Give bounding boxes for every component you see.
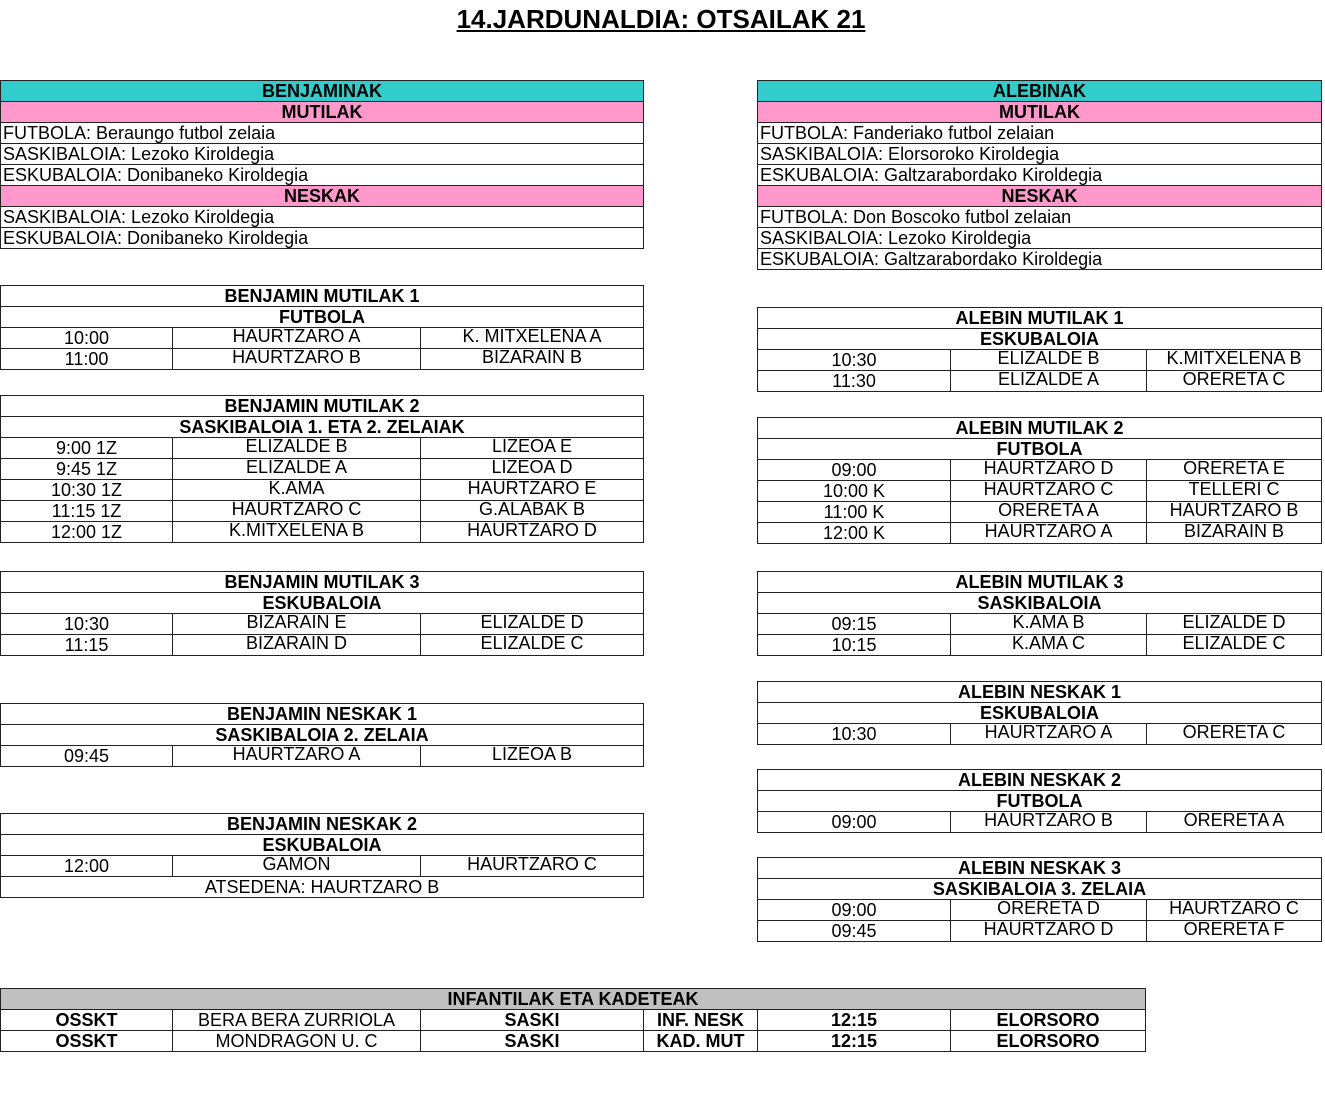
home-team: K.MITXELENA B <box>173 522 421 543</box>
home-team: HAURTZARO C <box>173 501 421 522</box>
match-time: 11:30 <box>758 371 951 392</box>
home-team: ELIZALDE A <box>173 459 421 480</box>
venue-row: FUTBOLA: Beraungo futbol zelaia <box>1 123 644 144</box>
home-team: HAURTZARO C <box>951 481 1147 502</box>
match-row <box>1 635 644 656</box>
home-team: HAURTZARO A <box>173 328 421 349</box>
match-time: 10:00 <box>1 328 173 349</box>
home-team: GAMON <box>173 856 421 877</box>
match-row <box>758 921 1322 942</box>
home-team: K.AMA C <box>951 635 1147 656</box>
away-team: G.ALABAK B <box>421 501 644 522</box>
match-row <box>1 856 644 877</box>
alebinak-neskak-label: NESKAK <box>758 186 1322 207</box>
match-time: 10:00 K <box>758 481 951 502</box>
match-row <box>1 349 644 370</box>
group-table-benjamin-neskak-2 <box>0 813 644 898</box>
match-row <box>1 328 644 349</box>
away-team: ORERETA C <box>1147 371 1322 392</box>
group-table-benjamin-neskak-1 <box>0 703 644 767</box>
match-row <box>1 522 644 543</box>
group-sport: FUTBOLA <box>758 439 1322 460</box>
match-time: 9:00 1Z <box>1 438 173 459</box>
away-team: LIZEOA D <box>421 459 644 480</box>
venue-cell: ELORSORO <box>951 1031 1146 1052</box>
group-table-alebin-neskak-3 <box>757 857 1322 942</box>
group-title: ALEBIN MUTILAK 1 <box>758 308 1322 329</box>
group-sport: ESKUBALOIA <box>758 703 1322 724</box>
group-sport: SASKIBALOIA 2. ZELAIA <box>1 725 644 746</box>
time-cell: 12:15 <box>758 1031 951 1052</box>
group-title: ALEBIN NESKAK 2 <box>758 770 1322 791</box>
sport-cell: SASKI <box>421 1010 644 1031</box>
group-sport: SASKIBALOIA 3. ZELAIA <box>758 879 1322 900</box>
venue-row: ESKUBALOIA: Donibaneko Kiroldegia <box>1 228 644 249</box>
group-table-benjamin-mutilak-3 <box>0 571 644 656</box>
home-team: ELIZALDE B <box>951 350 1147 371</box>
alebinak-header: ALEBINAK <box>758 81 1322 102</box>
group-sport: FUTBOLA <box>1 307 644 328</box>
match-time: 12:00 K <box>758 523 951 544</box>
match-time: 09:45 <box>758 921 951 942</box>
group-title: ALEBIN NESKAK 3 <box>758 858 1322 879</box>
match-row <box>1 459 644 480</box>
away-team: HAURTZARO C <box>1147 900 1322 921</box>
match-row <box>758 724 1322 745</box>
venue-cell: ELORSORO <box>951 1010 1146 1031</box>
table-row <box>1 1031 1146 1052</box>
home-team: HAURTZARO A <box>173 746 421 767</box>
venue-row: SASKIBALOIA: Lezoko Kiroldegia <box>1 207 644 228</box>
match-row <box>758 523 1322 544</box>
away-team: ORERETA E <box>1147 460 1322 481</box>
match-row <box>758 812 1322 833</box>
match-time: 10:30 <box>1 614 173 635</box>
match-time: 11:00 K <box>758 502 951 523</box>
sport-cell: SASKI <box>421 1031 644 1052</box>
match-time: 10:30 1Z <box>1 480 173 501</box>
match-time: 11:15 <box>1 635 173 656</box>
group-table-benjamin-mutilak-2 <box>0 395 644 543</box>
away-team: TELLERI C <box>1147 481 1322 502</box>
organizer-cell: OSSKT <box>1 1010 173 1031</box>
group-title: BENJAMIN NESKAK 2 <box>1 814 644 835</box>
away-team: ELIZALDE D <box>421 614 644 635</box>
benjaminak-header: BENJAMINAK <box>1 81 644 102</box>
away-team: ORERETA F <box>1147 921 1322 942</box>
home-team: BIZARAIN E <box>173 614 421 635</box>
group-title: BENJAMIN NESKAK 1 <box>1 704 644 725</box>
group-table-alebin-mutilak-3 <box>757 571 1322 656</box>
home-team: HAURTZARO D <box>951 921 1147 942</box>
match-row <box>758 614 1322 635</box>
benjaminak-neskak-label: NESKAK <box>1 186 644 207</box>
match-row <box>758 481 1322 502</box>
away-team: ELIZALDE C <box>1147 635 1322 656</box>
match-row <box>758 350 1322 371</box>
match-time: 10:30 <box>758 350 951 371</box>
venue-row: SASKIBALOIA: Lezoko Kiroldegia <box>758 228 1322 249</box>
match-time: 11:00 <box>1 349 173 370</box>
rest-note: ATSEDENA: HAURTZARO B <box>1 877 644 898</box>
home-team: HAURTZARO B <box>173 349 421 370</box>
away-team: HAURTZARO C <box>421 856 644 877</box>
match-row <box>1 614 644 635</box>
group-title: ALEBIN MUTILAK 3 <box>758 572 1322 593</box>
match-row <box>1 746 644 767</box>
match-time: 09:15 <box>758 614 951 635</box>
match-row <box>1 480 644 501</box>
page-title: 14.JARDUNALDIA: OTSAILAK 21 <box>456 4 866 34</box>
group-sport: FUTBOLA <box>758 791 1322 812</box>
group-sport: SASKIBALOIA <box>758 593 1322 614</box>
venue-row: FUTBOLA: Don Boscoko futbol zelaian <box>758 207 1322 228</box>
group-title: BENJAMIN MUTILAK 1 <box>1 286 644 307</box>
home-team: ORERETA D <box>951 900 1147 921</box>
benjaminak-mutilak-label: MUTILAK <box>1 102 644 123</box>
match-time: 09:45 <box>1 746 173 767</box>
away-team: HAURTZARO D <box>421 522 644 543</box>
away-team: ORERETA C <box>1147 724 1322 745</box>
match-row <box>758 900 1322 921</box>
home-team: ELIZALDE B <box>173 438 421 459</box>
group-title: BENJAMIN MUTILAK 2 <box>1 396 644 417</box>
time-cell: 12:15 <box>758 1010 951 1031</box>
group-sport: ESKUBALOIA <box>1 593 644 614</box>
home-team: K.AMA <box>173 480 421 501</box>
away-team: ELIZALDE C <box>421 635 644 656</box>
venue-row: ESKUBALOIA: Donibaneko Kiroldegia <box>1 165 644 186</box>
match-time: 12:00 <box>1 856 173 877</box>
away-team: ORERETA A <box>1147 812 1322 833</box>
infantilak-header: INFANTILAK ETA KADETEAK <box>1 989 1146 1010</box>
venue-row: ESKUBALOIA: Galtzarabordako Kiroldegia <box>758 249 1322 270</box>
group-title: BENJAMIN MUTILAK 3 <box>1 572 644 593</box>
match-row <box>1 501 644 522</box>
group-table-alebin-mutilak-2 <box>757 417 1322 544</box>
match-row <box>758 371 1322 392</box>
venue-row: SASKIBALOIA: Lezoko Kiroldegia <box>1 144 644 165</box>
group-title: ALEBIN NESKAK 1 <box>758 682 1322 703</box>
match-row <box>758 635 1322 656</box>
venue-row: ESKUBALOIA: Galtzarabordako Kiroldegia <box>758 165 1322 186</box>
team-cell: BERA BERA ZURRIOLA <box>173 1010 421 1031</box>
group-table-alebin-mutilak-1 <box>757 307 1322 392</box>
match-time: 9:45 1Z <box>1 459 173 480</box>
home-team: HAURTZARO A <box>951 724 1147 745</box>
match-time: 09:00 <box>758 812 951 833</box>
away-team: LIZEOA B <box>421 746 644 767</box>
match-time: 11:15 1Z <box>1 501 173 522</box>
venue-row: FUTBOLA: Fanderiako futbol zelaian <box>758 123 1322 144</box>
home-team: HAURTZARO B <box>951 812 1147 833</box>
match-row <box>758 502 1322 523</box>
home-team: ORERETA A <box>951 502 1147 523</box>
home-team: HAURTZARO A <box>951 523 1147 544</box>
alebinak-venues-table <box>757 80 1322 270</box>
match-row <box>758 460 1322 481</box>
home-team: BIZARAIN D <box>173 635 421 656</box>
group-sport: ESKUBALOIA <box>1 835 644 856</box>
group-sport: ESKUBALOIA <box>758 329 1322 350</box>
home-team: K.AMA B <box>951 614 1147 635</box>
alebinak-mutilak-label: MUTILAK <box>758 102 1322 123</box>
away-team: HAURTZARO E <box>421 480 644 501</box>
table-row <box>1 1010 1146 1031</box>
match-time: 09:00 <box>758 900 951 921</box>
group-sport: SASKIBALOIA 1. ETA 2. ZELAIAK <box>1 417 644 438</box>
category-cell: INF. NESK <box>644 1010 758 1031</box>
match-row <box>1 438 644 459</box>
away-team: K.MITXELENA B <box>1147 350 1322 371</box>
team-cell: MONDRAGON U. C <box>173 1031 421 1052</box>
infantilak-table <box>0 988 1146 1052</box>
match-time: 12:00 1Z <box>1 522 173 543</box>
benjaminak-venues-table <box>0 80 644 249</box>
group-table-benjamin-mutilak-1 <box>0 285 644 370</box>
home-team: ELIZALDE A <box>951 371 1147 392</box>
match-time: 10:30 <box>758 724 951 745</box>
group-title: ALEBIN MUTILAK 2 <box>758 418 1322 439</box>
match-time: 09:00 <box>758 460 951 481</box>
away-team: HAURTZARO B <box>1147 502 1322 523</box>
away-team: BIZARAIN B <box>421 349 644 370</box>
organizer-cell: OSSKT <box>1 1031 173 1052</box>
away-team: LIZEOA E <box>421 438 644 459</box>
home-team: HAURTZARO D <box>951 460 1147 481</box>
away-team: BIZARAIN B <box>1147 523 1322 544</box>
category-cell: KAD. MUT <box>644 1031 758 1052</box>
away-team: ELIZALDE D <box>1147 614 1322 635</box>
away-team: K. MITXELENA A <box>421 328 644 349</box>
match-time: 10:15 <box>758 635 951 656</box>
group-table-alebin-neskak-1 <box>757 681 1322 745</box>
group-table-alebin-neskak-2 <box>757 769 1322 833</box>
venue-row: SASKIBALOIA: Elorsoroko Kiroldegia <box>758 144 1322 165</box>
